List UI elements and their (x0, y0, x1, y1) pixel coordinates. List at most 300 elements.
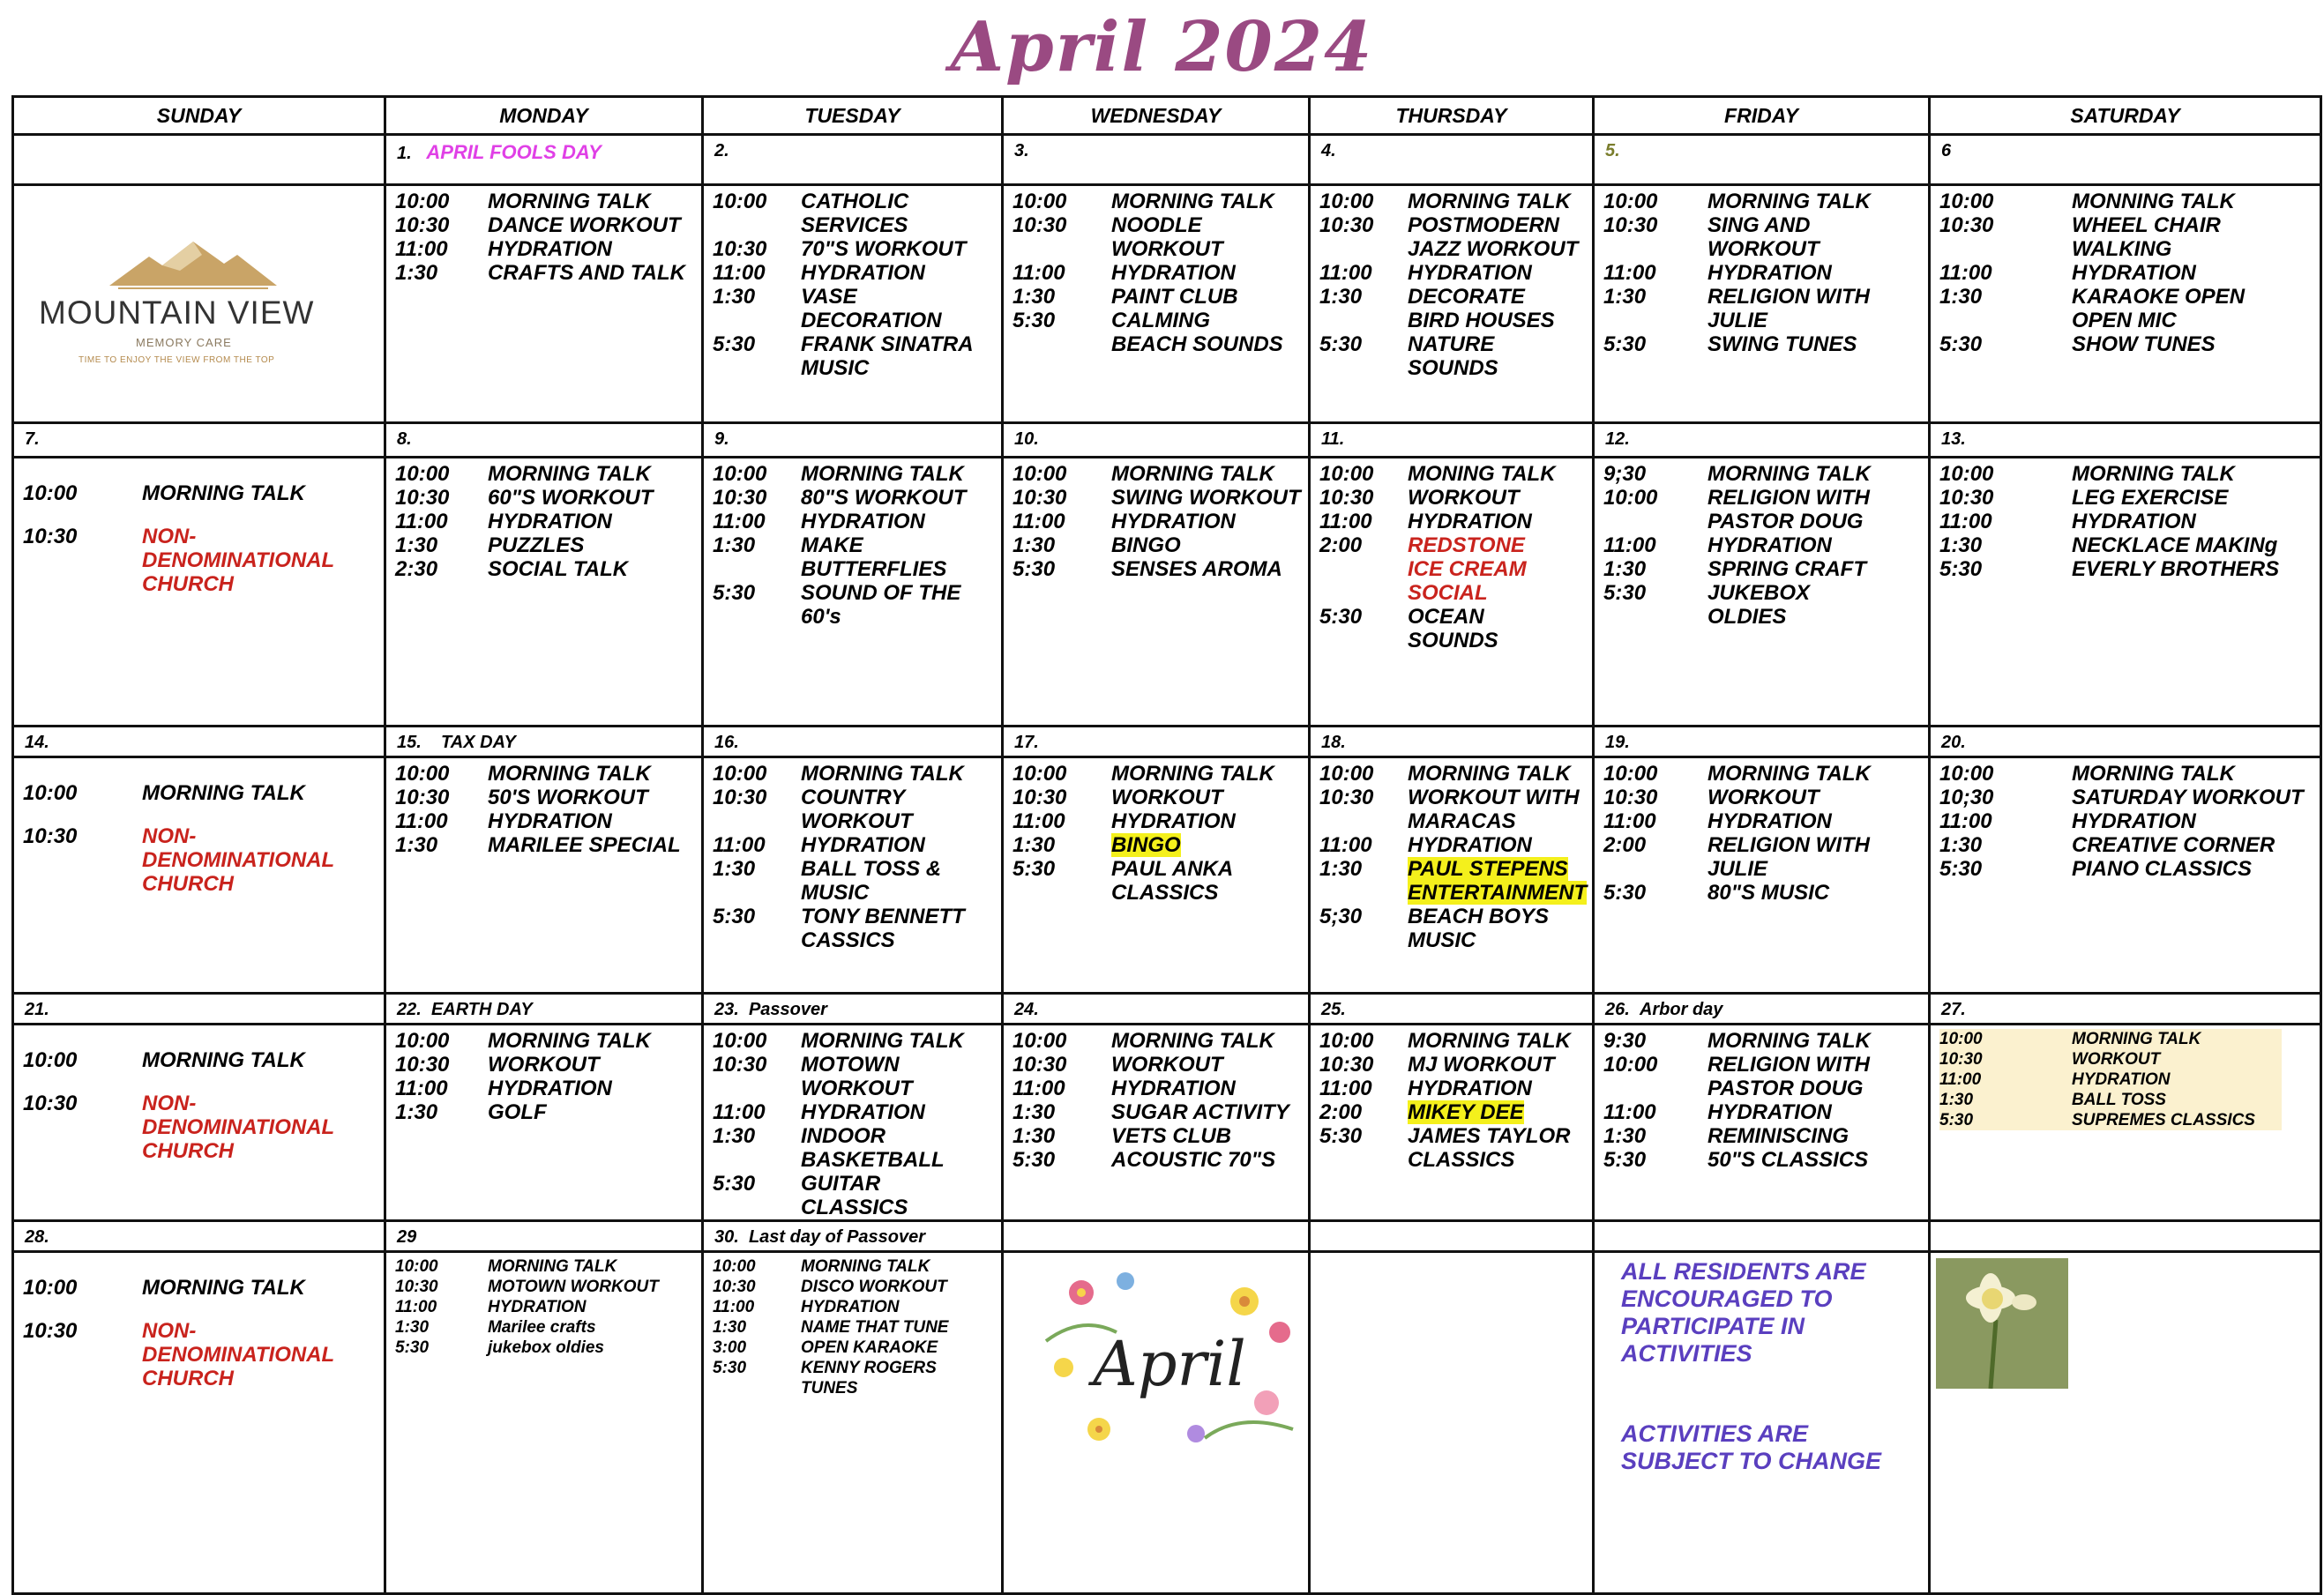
activity-row (713, 462, 996, 486)
activity-name: MORNING TALK (801, 1029, 964, 1053)
activity-row (713, 905, 996, 952)
activity-row (395, 190, 696, 213)
activity-row (1319, 857, 1587, 905)
activity-row (23, 1048, 378, 1072)
activity-name: SING AND WORKOUT (1708, 213, 1820, 261)
activity-name: MORNING TALK (1408, 1029, 1571, 1053)
activity-time: 1:30 (1013, 833, 1056, 857)
activity-name: RELIGION WITH JULIE (1708, 285, 1870, 332)
activity-name: BALL TOSS & MUSIC (801, 857, 942, 905)
activity-row (395, 237, 696, 261)
activity-row (1603, 1100, 1923, 1124)
activity-row (713, 857, 996, 905)
activity-row (1939, 486, 2314, 510)
activity-row (1319, 533, 1587, 605)
header-saturday: SATURDAY (1930, 97, 2321, 135)
activity-name: DECORATE BIRD HOUSES (1408, 285, 1555, 332)
activity-name: MORNING TALK (488, 762, 651, 786)
activity-name: HYDRATION (1111, 1077, 1236, 1100)
activity-time: 1:30 (395, 261, 438, 285)
week4-sun-num: 21. (13, 994, 385, 1025)
week3-fri-num: 19. (1594, 727, 1930, 757)
activity-row (23, 1092, 378, 1163)
activity-time: 10:00 (713, 762, 767, 786)
activity-name: BINGO (1111, 533, 1181, 557)
activity-time: 10:00 (395, 1257, 438, 1276)
activity-time: 11:00 (1939, 1070, 1982, 1089)
activity-name: MORNING TALK (1111, 1029, 1274, 1053)
week5-sun-num: 28. (13, 1221, 385, 1252)
activity-time: 11:00 (1319, 1077, 1372, 1100)
activity-time: 5;30 (1319, 905, 1363, 928)
activity-time: 10:00 (713, 1257, 756, 1276)
activity-row (1939, 1049, 2255, 1070)
header-thursday: THURSDAY (1310, 97, 1594, 135)
activity-time: 10:00 (713, 1029, 767, 1053)
activity-row (1939, 462, 2314, 486)
activity-name: MORNING TALK (2072, 462, 2235, 486)
activity-time: 10:00 (1013, 1029, 1067, 1053)
activity-time: 2:00 (1603, 833, 1647, 857)
holiday-label: Last day of Passover (748, 1227, 926, 1247)
activity-name: MORNING TALK (142, 1276, 305, 1300)
activity-time: 10:30 (395, 786, 450, 809)
activity-row (1013, 809, 1303, 833)
activity-time: 10:30 (1319, 486, 1374, 510)
week2-sun-num: 7. (13, 423, 385, 458)
activity-name: NAME THAT TUNE (801, 1318, 949, 1337)
activity-time: 11:00 (395, 237, 448, 261)
activity-name: EVERLY BROTHERS (2072, 557, 2280, 581)
activity-time: 10:30 (1319, 213, 1374, 237)
day-9-events (703, 458, 1003, 727)
activity-name: ACOUSTIC 70"S (1111, 1148, 1276, 1172)
activity-time: 10;30 (1939, 786, 1994, 809)
week2-fri-num: 12. (1594, 423, 1930, 458)
logo-subtitle: MEMORY CARE (136, 336, 232, 349)
week3-mon-num: 15. TAX DAY (385, 727, 703, 757)
activity-row (1319, 833, 1587, 857)
day-1-events (385, 185, 703, 423)
activity-row (1013, 261, 1303, 285)
activity-row (1013, 786, 1303, 809)
header-tuesday: TUESDAY (703, 97, 1003, 135)
activity-time: 5:30 (713, 1359, 747, 1377)
activity-name: OPEN KARAOKE (801, 1338, 938, 1357)
day-empty-thu (1310, 1252, 1594, 1594)
activity-time: 10:30 (1319, 786, 1374, 809)
activity-time: 1:30 (1013, 1100, 1056, 1124)
day-2-events (703, 185, 1003, 423)
activity-row (1319, 285, 1587, 332)
activity-name: RELIGION WITH PASTOR DOUG (1708, 1053, 1870, 1100)
daffodil-image (1936, 1258, 2068, 1389)
mountain-view-logo (39, 237, 330, 378)
week4-mon-num: 22. EARTH DAY (385, 994, 703, 1025)
activity-time: 11:00 (1939, 261, 1992, 285)
activity-time: 10:30 (1013, 213, 1067, 237)
activity-time: 10:00 (1939, 762, 1994, 786)
week5-number-row (13, 1221, 2321, 1252)
activity-name: MORNING TALK (1708, 762, 1871, 786)
activity-row (1603, 285, 1923, 332)
week1-sun-num (13, 135, 385, 185)
activity-row (713, 1029, 996, 1053)
week4-tue-num: 23. Passover (703, 994, 1003, 1025)
april-image-text: April (1093, 1328, 1246, 1400)
activity-time: 10:00 (1013, 462, 1067, 486)
activity-row (1319, 332, 1587, 380)
activity-time: 10:30 (23, 1092, 78, 1115)
header-monday: MONDAY (385, 97, 703, 135)
activity-name: TONY BENNETT CASSICS (801, 905, 965, 952)
activity-name: 50'S WORKOUT (488, 786, 648, 809)
activity-name: MONNING TALK (2072, 190, 2235, 213)
week4-wed-num: 24. (1003, 994, 1310, 1025)
activity-row (1319, 190, 1587, 213)
activity-time: 10:00 (1603, 1053, 1658, 1077)
activity-name: CATHOLIC SERVICES (801, 190, 909, 237)
activity-row (713, 1256, 996, 1277)
activity-name: jukebox oldies (488, 1338, 604, 1357)
daffodil-cell (1930, 1252, 2321, 1594)
activity-time: 5:30 (1603, 581, 1647, 605)
activity-name: NATURE SOUNDS (1408, 332, 1498, 380)
activity-time: 11:00 (1319, 510, 1372, 533)
activity-time: 10:00 (23, 1276, 78, 1300)
header-friday: FRIDAY (1594, 97, 1930, 135)
activity-time: 11:00 (1013, 510, 1065, 533)
activity-name: OCEAN SOUNDS (1408, 605, 1498, 652)
activity-row (1939, 786, 2314, 809)
activity-time: 11:00 (1603, 533, 1656, 557)
activity-time: 11:00 (1013, 1077, 1065, 1100)
activity-time: 2:00 (1319, 1100, 1363, 1124)
activity-name: HYDRATION (1708, 533, 1832, 557)
activity-time: 11:00 (713, 510, 766, 533)
activity-row (1013, 1148, 1303, 1172)
activity-time: 11:00 (1013, 809, 1065, 833)
activity-time: 5:30 (1013, 557, 1056, 581)
activity-row (1939, 285, 2314, 332)
activity-row (713, 581, 996, 629)
activity-time: 11:00 (1939, 510, 1992, 533)
activity-time: 1:30 (395, 533, 438, 557)
activity-row (1319, 762, 1587, 786)
activity-time: 11:00 (713, 1100, 766, 1124)
activity-row (713, 786, 996, 833)
activity-name: HYDRATION (801, 510, 925, 533)
activity-name: NON- DENOMINATIONAL CHURCH (142, 1092, 335, 1163)
activity-name: MONING TALK (1408, 462, 1556, 486)
day-19-events (1594, 757, 1930, 994)
activity-name: HYDRATION (1708, 261, 1832, 285)
activity-row (23, 1319, 378, 1390)
activity-name: WORKOUT (1111, 1053, 1223, 1077)
activity-name: PIANO CLASSICS (2072, 857, 2253, 881)
day-26-events (1594, 1025, 1930, 1221)
activity-row (1319, 510, 1587, 533)
activity-name: COUNTRY WORKOUT (801, 786, 913, 833)
activity-time: 10:30 (1013, 1053, 1067, 1077)
activity-row (1319, 213, 1587, 261)
activity-row (713, 1297, 996, 1317)
activity-row (395, 1256, 696, 1277)
activity-row (1319, 605, 1587, 652)
activity-time: 10:00 (713, 462, 767, 486)
activity-name: HYDRATION (1708, 1100, 1832, 1124)
activity-name: MOTOWN WORKOUT (488, 1278, 659, 1296)
activity-time: 1:30 (1939, 533, 1983, 557)
logo-tagline: TIME TO ENJOY THE VIEW FROM THE TOP (78, 355, 275, 365)
activity-row (1013, 213, 1303, 261)
activity-name: 80"S MUSIC (1708, 881, 1830, 905)
day-15-events (385, 757, 703, 994)
activity-time: 10:30 (1939, 486, 1994, 510)
activity-row (395, 1077, 696, 1100)
activity-name: KARAOKE OPEN OPEN MIC (2072, 285, 2246, 332)
activity-row (1013, 1077, 1303, 1100)
activity-row (1603, 462, 1923, 486)
activity-time: 5:30 (1319, 605, 1363, 629)
activity-name: NON- DENOMINATIONAL CHURCH (142, 525, 335, 596)
day-5-events (1594, 185, 1930, 423)
weekday-header-row (13, 97, 2321, 135)
activity-name: MORNING TALK (488, 1257, 617, 1276)
activity-row (1013, 857, 1303, 905)
activity-row (1013, 510, 1303, 533)
activity-time: 5:30 (1319, 1124, 1363, 1148)
activity-row (23, 525, 378, 596)
day-30-events (703, 1252, 1003, 1594)
activity-row (395, 557, 696, 581)
week5-wed-num (1003, 1221, 1310, 1252)
activity-time: 1:30 (1013, 1124, 1056, 1148)
activity-row (713, 533, 996, 581)
activity-time: 1:30 (395, 1318, 430, 1337)
week4-sat-num: 27. (1930, 994, 2321, 1025)
activity-name: WORKOUT (1708, 786, 1820, 809)
activity-row (1013, 1100, 1303, 1124)
activity-name: MORNING TALK (488, 1029, 651, 1053)
activity-time: 10:30 (23, 824, 78, 848)
week2-mon-num: 8. (385, 423, 703, 458)
activity-time: 10:30 (713, 1053, 767, 1077)
activity-name: MORNING TALK (1708, 1029, 1871, 1053)
activity-name: 50"S CLASSICS (1708, 1148, 1869, 1172)
activity-row (395, 786, 696, 809)
activity-name: HYDRATION (801, 1100, 925, 1124)
activity-row (395, 1053, 696, 1077)
activity-row (1603, 332, 1923, 356)
activity-name: MORNING TALK (142, 481, 305, 505)
activity-time: 5:30 (1939, 1111, 1974, 1129)
activity-name: HYDRATION (2072, 809, 2196, 833)
activity-name: REDSTONE ICE CREAM SOCIAL (1408, 533, 1527, 605)
activity-row (395, 1338, 696, 1358)
participation-note: ALL RESIDENTS ARE ENCOURAGED TO PARTICIPATE IN ACTIVITIES (1621, 1258, 1866, 1367)
activity-row (1603, 533, 1923, 557)
activity-time: 10:00 (1603, 762, 1658, 786)
day-13-events (1930, 458, 2321, 727)
april-flowers-image (1028, 1262, 1310, 1465)
week5-tue-num: 30. Last day of Passover (703, 1221, 1003, 1252)
day-25-events (1310, 1025, 1594, 1221)
activity-name: KENNY ROGERS TUNES (801, 1359, 937, 1397)
activity-name: SUPREMES CLASSICS (2072, 1111, 2255, 1129)
activity-time: 10:00 (1939, 1030, 1983, 1048)
week3-sun-num: 14. (13, 727, 385, 757)
day-3-events (1003, 185, 1310, 423)
activity-row (1319, 462, 1587, 486)
activity-time: 10:00 (713, 190, 767, 213)
activity-time: 10:00 (1319, 1029, 1374, 1053)
activity-name: HYDRATION (1408, 510, 1532, 533)
activity-name: BEACH BOYS MUSIC (1408, 905, 1550, 952)
week5-thu-num (1310, 1221, 1594, 1252)
activity-row (395, 1317, 696, 1338)
activity-row (1013, 190, 1303, 213)
activity-row (1603, 213, 1923, 261)
week4-events-row (13, 1025, 2321, 1221)
activity-name: MORNING TALK (142, 1048, 305, 1072)
activity-row (1939, 213, 2314, 261)
activity-row (713, 190, 996, 237)
activity-time: 11:00 (1319, 261, 1372, 285)
activity-name: WORKOUT (1408, 486, 1520, 510)
week3-wed-num: 17. (1003, 727, 1310, 757)
activity-name: 80"S WORKOUT (801, 486, 967, 510)
week1-wed-num: 3. (1003, 135, 1310, 185)
activity-name: PAINT CLUB (1111, 285, 1238, 309)
logo-name: MOUNTAIN VIEW (39, 294, 315, 331)
activity-time: 11:00 (395, 510, 448, 533)
activity-time: 1:30 (713, 285, 756, 309)
activity-name: MORNING TALK (488, 190, 651, 213)
activity-row (1603, 1124, 1923, 1148)
activity-name: MORNING TALK (142, 781, 305, 805)
week2-wed-num: 10. (1003, 423, 1310, 458)
activity-name: PUZZLES (488, 533, 585, 557)
activity-time: 10:00 (1013, 190, 1067, 213)
activity-row (1939, 833, 2314, 857)
activity-row (713, 332, 996, 380)
activity-name: RELIGION WITH PASTOR DOUG (1708, 486, 1870, 533)
activity-row (395, 462, 696, 486)
activity-row (1319, 1053, 1587, 1077)
activity-row (395, 1277, 696, 1297)
holiday-label: TAX DAY (441, 733, 516, 752)
activity-time: 10:00 (395, 462, 450, 486)
calendar-title: April 2024 (950, 7, 1374, 87)
activity-row (1603, 1148, 1923, 1172)
activity-time: 3:00 (713, 1338, 747, 1357)
activity-row (1939, 1029, 2255, 1049)
activity-name: GOLF (488, 1100, 547, 1124)
activity-row (1013, 1124, 1303, 1148)
activity-time: 1:30 (1013, 533, 1056, 557)
activity-time: 5:30 (713, 1172, 756, 1196)
activity-row (23, 1276, 378, 1300)
activity-name: HYDRATION (488, 1077, 612, 1100)
activity-row (1013, 1029, 1303, 1053)
activity-time: 5:30 (713, 581, 756, 605)
activity-row (1603, 1053, 1923, 1100)
activity-name: MAKE BUTTERFLIES (801, 533, 947, 581)
activity-time: 10:00 (1013, 762, 1067, 786)
day-12-events (1594, 458, 1930, 727)
activity-time: 1:30 (1939, 1091, 1974, 1109)
activity-time: 5:30 (713, 332, 756, 356)
week1-mon-num: 1. APRIL FOOLS DAY (385, 135, 703, 185)
activity-time: 5:30 (1013, 309, 1056, 332)
activity-name: HYDRATION (2072, 510, 2196, 533)
activity-row (1603, 809, 1923, 833)
activity-row (713, 1053, 996, 1100)
week2-tue-num: 9. (703, 423, 1003, 458)
activity-name: MARILEE SPECIAL (488, 833, 681, 857)
activity-name: MJ WORKOUT (1408, 1053, 1555, 1077)
week5-events-row (13, 1252, 2321, 1594)
activity-row (1939, 332, 2314, 356)
activity-name: WORKOUT (1111, 786, 1223, 809)
week3-tue-num: 16. (703, 727, 1003, 757)
activity-row (1603, 786, 1923, 809)
week2-events-row (13, 458, 2321, 727)
activity-name: MIKEY DEE (1408, 1100, 1524, 1124)
activity-row (1013, 462, 1303, 486)
activity-row (1319, 905, 1587, 952)
day-29-events (385, 1252, 703, 1594)
activity-row (1939, 190, 2314, 213)
activity-time: 11:00 (395, 1298, 437, 1316)
activity-row (395, 486, 696, 510)
week5-mon-num: 29 (385, 1221, 703, 1252)
activity-time: 10:30 (1603, 786, 1658, 809)
day-20-events (1930, 757, 2321, 994)
day-28-events (13, 1252, 385, 1594)
activity-name: MORNING TALK (801, 462, 964, 486)
activity-name: INDOOR BASKETBALL (801, 1124, 945, 1172)
activity-row (1319, 1029, 1587, 1053)
activity-row (1013, 833, 1303, 857)
activity-name: JUKEBOX OLDIES (1708, 581, 1811, 629)
activity-row (1319, 261, 1587, 285)
activity-time: 1:30 (713, 1124, 756, 1148)
activity-time: 5:30 (713, 905, 756, 928)
activity-time: 1:30 (395, 833, 438, 857)
activity-row (1603, 261, 1923, 285)
activity-name: GUITAR CLASSICS (801, 1172, 908, 1219)
activity-time: 10:00 (395, 762, 450, 786)
activity-name: FRANK SINATRA MUSIC (801, 332, 974, 380)
activity-time: 9;30 (1603, 462, 1647, 486)
activity-name: HYDRATION (801, 1298, 900, 1316)
activity-name: MORNING TALK (488, 462, 651, 486)
week5-fri-num (1594, 1221, 1930, 1252)
activity-name: SENSES AROMA (1111, 557, 1282, 581)
activity-name: SUGAR ACTIVITY (1111, 1100, 1289, 1124)
activity-name: HYDRATION (488, 809, 612, 833)
header-sunday: SUNDAY (13, 97, 385, 135)
day-4-events (1310, 185, 1594, 423)
activity-row (1939, 533, 2314, 557)
activity-time: 10:30 (1939, 1050, 1983, 1069)
activity-name: PAUL STEPENS ENTERTAINMENT (1408, 857, 1588, 905)
activity-row (1319, 786, 1587, 833)
activity-row (395, 762, 696, 786)
activity-row (1013, 285, 1303, 309)
